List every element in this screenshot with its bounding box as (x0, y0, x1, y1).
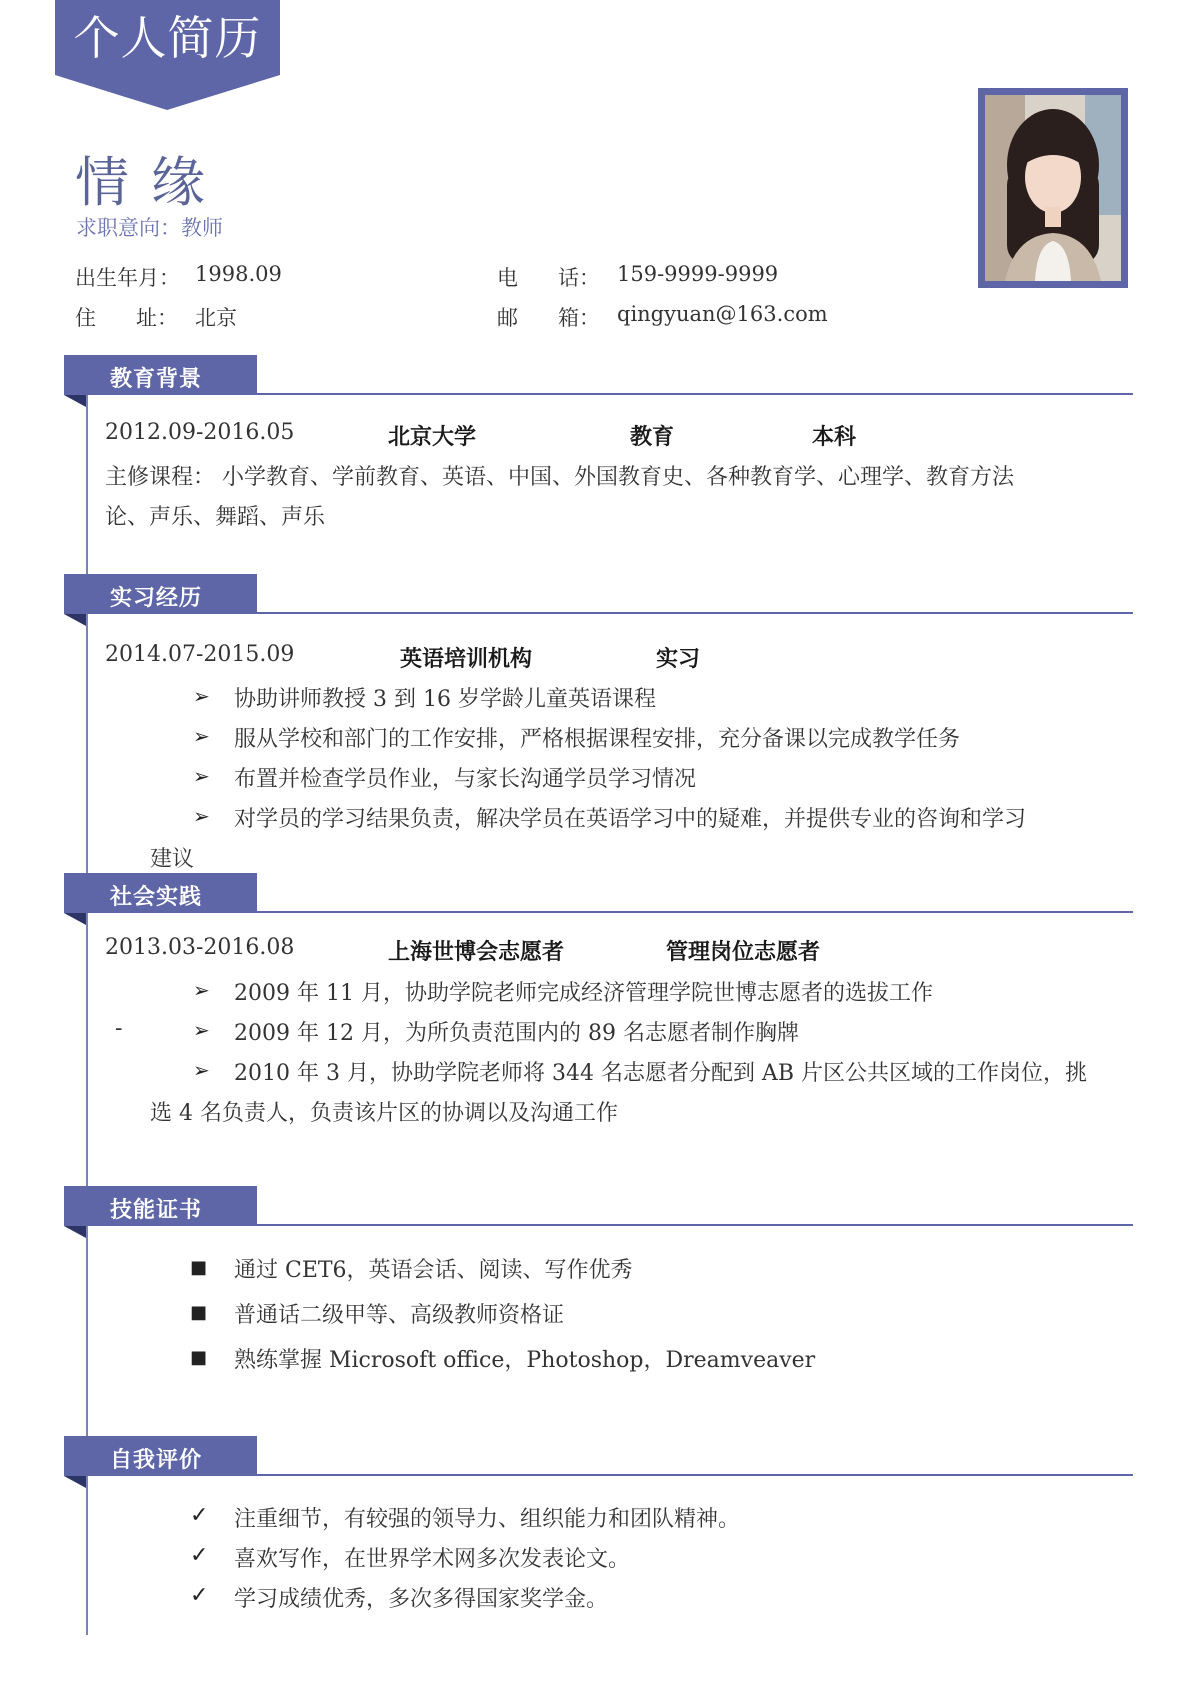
section-title-education: 教育背景 (110, 367, 203, 392)
section-fold (64, 1476, 86, 1488)
practice-item: 2010 年 3 月，协助学院老师将 344 名志愿者分配到 AB 片区公共区域的工作岗位，挑 (234, 1061, 1087, 1086)
banner-title: 个人简历 (73, 11, 262, 65)
square-bullet-icon: ■ (190, 1302, 208, 1323)
section-rule (257, 393, 1133, 395)
internship-item: 服从学校和部门的工作安排，严格根据课程安排，充分备课以完成教学任务 (234, 727, 961, 752)
section-fold (64, 913, 86, 925)
section-fold (64, 614, 86, 626)
address-value: 北京 (195, 306, 237, 330)
section-fold (64, 395, 86, 407)
self-eval-item: 注重细节，有较强的领导力、组织能力和团队精神。 (234, 1507, 741, 1532)
section-rule (257, 612, 1133, 614)
internship-org: 英语培训机构 (400, 647, 533, 672)
education-courses-line1: 主修课程： 小学教育、学前教育、英语、中国、外国教育史、各种教育学、心理学、教育方法 (105, 465, 1014, 490)
practice-period: 2013.03-2016.08 (105, 935, 295, 960)
arrow-bullet-icon: ➢ (193, 1058, 210, 1082)
education-major: 教育 (630, 425, 675, 450)
arrow-bullet-icon: ➢ (193, 684, 210, 708)
practice-item: 2009 年 12 月，为所负责范围内的 89 名志愿者制作胸牌 (234, 1021, 799, 1046)
practice-role: 管理岗位志愿者 (666, 940, 821, 965)
section-title-skills: 技能证书 (110, 1198, 203, 1223)
arrow-bullet-icon: ➢ (193, 804, 210, 828)
section-fold (64, 1226, 86, 1238)
skill-item: 通过 CET6，英语会话、阅读、写作优秀 (234, 1258, 633, 1283)
arrow-bullet-icon: ➢ (193, 764, 210, 788)
job-objective: 求职意向：教师 (76, 216, 223, 240)
skill-item: 普通话二级甲等、高级教师资格证 (234, 1303, 565, 1328)
birth-label: 出生年月： (75, 266, 180, 290)
section-title-internship: 实习经历 (110, 586, 203, 611)
birth-value: 1998.09 (195, 262, 282, 286)
education-courses-line2: 论、声乐、舞蹈、声乐 (105, 505, 326, 530)
check-bullet-icon: ✓ (190, 1583, 209, 1608)
arrow-bullet-icon: ➢ (193, 1018, 210, 1042)
candidate-name: 情缘 (75, 151, 227, 214)
education-period: 2012.09-2016.05 (105, 420, 295, 445)
education-school: 北京大学 (388, 425, 477, 450)
section-rule (257, 911, 1133, 913)
internship-item: 对学员的学习结果负责，解决学员在英语学习中的疑难，并提供专业的咨询和学习 (234, 807, 1027, 832)
phone-value: 159-9999-9999 (617, 262, 779, 286)
self-eval-item: 喜欢写作，在世界学术网多次发表论文。 (234, 1547, 631, 1572)
arrow-bullet-icon: ➢ (193, 724, 210, 748)
education-degree: 本科 (812, 425, 857, 450)
practice-item: 2009 年 11 月，协助学院老师完成经济管理学院世博志愿者的选拔工作 (234, 981, 933, 1006)
square-bullet-icon: ■ (190, 1257, 208, 1278)
check-bullet-icon: ✓ (190, 1503, 209, 1528)
stray-mark: - (115, 1016, 123, 1041)
address-label: 住 址： (75, 306, 179, 330)
profile-photo (985, 95, 1121, 281)
internship-item-wrap: 建议 (150, 847, 195, 872)
section-title-self-eval: 自我评价 (110, 1448, 203, 1473)
section-rule (257, 1224, 1133, 1226)
internship-item: 布置并检查学员作业，与家长沟通学员学习情况 (234, 767, 697, 792)
email-value: qingyuan@163.com (617, 302, 828, 326)
internship-period: 2014.07-2015.09 (105, 642, 295, 667)
section-title-practice: 社会实践 (110, 885, 203, 910)
self-eval-item: 学习成绩优秀，多次多得国家奖学金。 (234, 1587, 609, 1612)
practice-item-wrap: 选 4 名负责人，负责该片区的协调以及沟通工作 (150, 1101, 618, 1126)
practice-org: 上海世博会志愿者 (388, 940, 565, 965)
internship-item: 协助讲师教授 3 到 16 岁学龄儿童英语课程 (234, 687, 656, 712)
section-rule (257, 1474, 1133, 1476)
skill-item: 熟练掌握 Microsoft office，Photoshop，Dreamveaver (234, 1348, 816, 1373)
arrow-bullet-icon: ➢ (193, 978, 210, 1002)
check-bullet-icon: ✓ (190, 1543, 209, 1568)
email-label: 邮 箱： (497, 306, 601, 330)
phone-label: 电 话： (497, 266, 601, 290)
square-bullet-icon: ■ (190, 1347, 208, 1368)
internship-role: 实习 (656, 647, 701, 672)
